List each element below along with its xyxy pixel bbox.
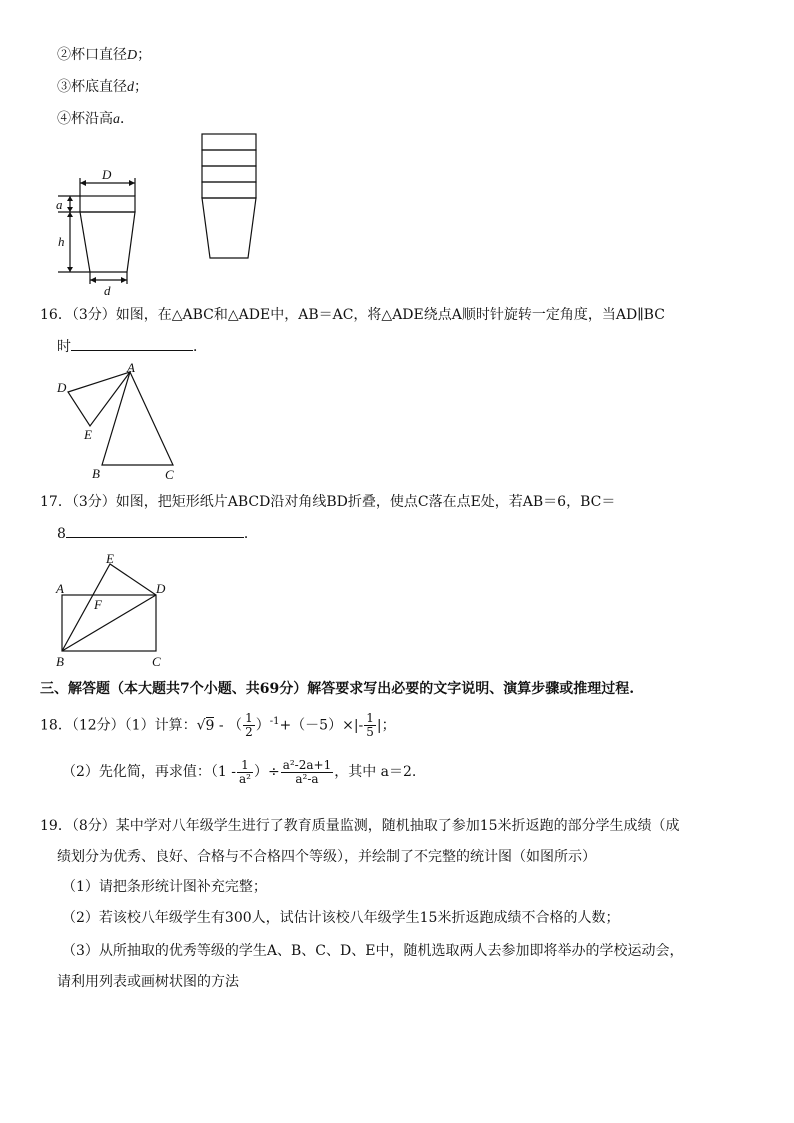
- item-number: ④: [57, 111, 71, 127]
- item-text: 杯沿高: [71, 111, 113, 127]
- expr-part: ）: [255, 717, 270, 734]
- q19-item3: （3）从所抽取的优秀等级的学生A、B、C、D、E中，随机选取两人去参加即将举办的学校运动会，: [62, 943, 684, 959]
- triangle-ADE: [68, 372, 130, 426]
- fraction-num: 1: [245, 711, 253, 726]
- label-F: F: [94, 597, 102, 612]
- label-a: a: [56, 197, 63, 212]
- label-D: D: [102, 167, 112, 182]
- q16-text: 如图，在△ABC和△ADE中，AB＝AC，将△ADE绕点A顺时针旋转一定角度，当AD∥BC: [115, 307, 665, 323]
- fraction-2: [364, 712, 376, 739]
- label-C: C: [165, 467, 174, 482]
- label-D: D: [57, 380, 67, 395]
- q18-line2: [62, 757, 416, 787]
- q15-item-4: [57, 108, 134, 128]
- fraction-4: [281, 759, 334, 786]
- q17-score: （3分）: [71, 494, 116, 510]
- q16-answer-blank[interactable]: [71, 336, 193, 351]
- expr-part: ）÷: [253, 764, 280, 780]
- single-cup-rim: [80, 196, 135, 212]
- label-E: E: [106, 551, 114, 566]
- fraction-den: a²: [239, 771, 251, 786]
- label-E: E: [84, 427, 92, 442]
- single-cup-body: [80, 212, 135, 272]
- expr-part: - （: [214, 717, 243, 734]
- q17-line2: [57, 523, 258, 543]
- rectangle-figure: [50, 550, 180, 672]
- item-text: 杯底直径: [71, 79, 127, 95]
- q16-score: （3分）: [71, 307, 116, 323]
- q18-part1-label: （1）计算：: [124, 717, 197, 734]
- item-end: ；: [134, 79, 148, 95]
- fraction-num: 1: [237, 759, 253, 773]
- label-B: B: [56, 654, 64, 669]
- q18-score: （12分）: [71, 717, 125, 734]
- q19-item4: 请利用列表或画树状图的方法: [57, 974, 239, 990]
- label-d: d: [104, 283, 111, 298]
- fraction-3: [237, 759, 253, 786]
- q19-score: （8分）: [71, 818, 116, 834]
- section-heading: 三、解答题（本大题共7个小题、共69分）解答要求写出必要的文字说明、演算步骤或推理过程.: [40, 681, 635, 697]
- item-var: a: [113, 112, 120, 127]
- sqrt-symbol: √: [196, 717, 206, 734]
- label-B: B: [92, 466, 100, 481]
- fraction-den: 5: [366, 725, 374, 740]
- q18-line1: [40, 707, 396, 741]
- q16-line2: [57, 336, 207, 356]
- q19-text: 某中学对八年级学生进行了教育质量监测，随机抽取了参加15米折返跑的部分学生成绩（成: [115, 818, 680, 834]
- q16-suffix: ．: [193, 339, 207, 355]
- triangle-figure: [50, 362, 200, 487]
- item-var: d: [127, 80, 134, 95]
- q17-suffix: ．: [243, 526, 258, 542]
- item-var: D: [127, 48, 138, 63]
- fraction-1: [243, 712, 255, 739]
- item-number: ③: [57, 79, 71, 95]
- q19-number: 19．: [40, 818, 72, 834]
- label-h: h: [58, 234, 65, 249]
- label-D: D: [156, 581, 166, 596]
- exponent: -1: [269, 716, 280, 727]
- q16-number: 16．: [40, 307, 72, 323]
- expr-part: +（－5）×|-: [279, 717, 364, 734]
- q19-line1: [40, 815, 680, 835]
- q17-number: 17．: [40, 494, 72, 510]
- item-number: ②: [57, 47, 71, 63]
- q16-line1: [40, 304, 665, 324]
- q19-item1: （1）请把条形统计图补充完整；: [62, 879, 267, 895]
- q17-prefix: 8: [57, 526, 66, 542]
- diagonal-BD: [62, 595, 156, 651]
- item-end: ．: [120, 111, 134, 127]
- stacked-cup-body: [202, 198, 256, 258]
- q19-line2: 绩划分为优秀、良好、合格与不合格四个等级），并绘制了不完整的统计图（如图所示）: [57, 849, 596, 865]
- folded-triangle: [62, 564, 156, 651]
- fraction-num: a²-2a+1: [282, 757, 332, 772]
- item-end: ；: [137, 47, 152, 63]
- q17-text: 如图，把矩形纸片ABCD沿对角线BD折叠，使点C落在点E处，若AB＝6，BC＝: [115, 494, 616, 510]
- expr-part: |；: [376, 717, 396, 734]
- cup-figure: [50, 128, 270, 298]
- item-text: 杯口直径: [71, 47, 127, 63]
- sqrt-arg: 9: [205, 717, 215, 734]
- q16-prefix: 时: [57, 339, 71, 355]
- fraction-den: a²-a: [295, 771, 319, 786]
- q15-item-2: [57, 44, 151, 64]
- fraction-den: 2: [245, 725, 253, 740]
- q18-part2-label: （2）先化简，再求值：（1 -: [62, 764, 236, 780]
- q18-number: 18．: [40, 717, 72, 734]
- q15-item-3: [57, 76, 148, 96]
- q19-item2: （2）若该校八年级学生有300人，试估计该校八年级学生15米折返跑成绩不合格的人数；: [62, 910, 620, 926]
- q17-answer-blank[interactable]: [66, 523, 244, 538]
- expr-part: ，其中 a＝2.: [334, 764, 417, 780]
- label-C: C: [152, 654, 161, 669]
- label-A: A: [56, 581, 64, 596]
- label-A: A: [127, 362, 135, 375]
- triangle-ABC: [102, 372, 173, 465]
- q17-line1: [40, 491, 615, 511]
- fraction-num: 1: [366, 711, 374, 726]
